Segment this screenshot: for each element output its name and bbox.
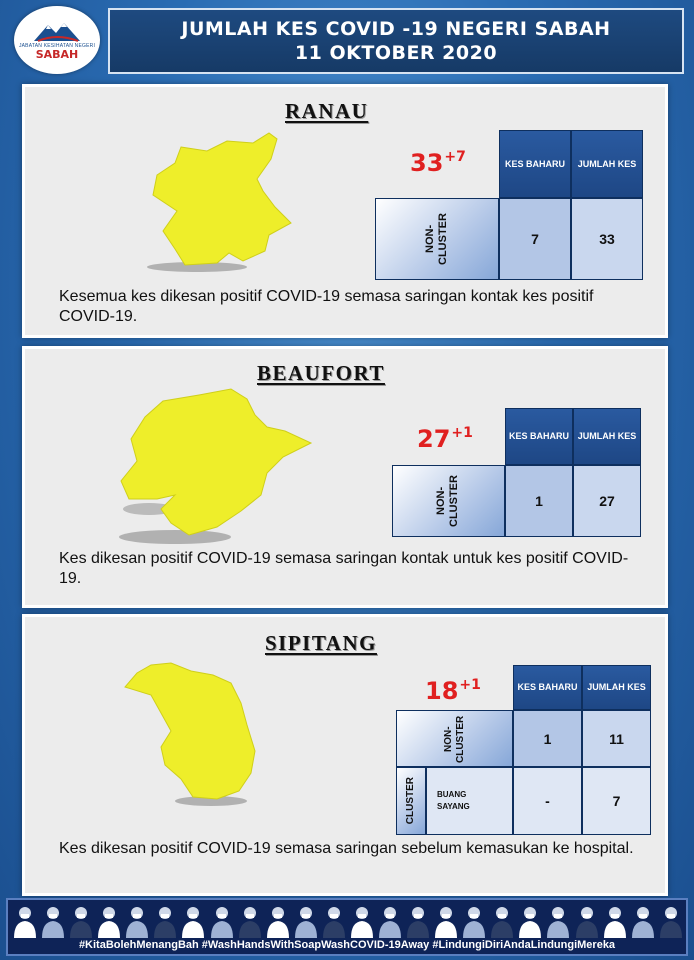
page-header	[108, 8, 684, 74]
row-label-text: BUANG SAYANG	[437, 790, 470, 811]
person-icon	[96, 902, 122, 938]
person-icon	[630, 902, 656, 938]
district-description: Kesemua kes dikesan positif COVID-19 semasa saringan kontak kes positif COVID-19.	[59, 288, 594, 326]
person-icon	[40, 902, 66, 938]
person-icon	[209, 902, 235, 938]
row-label-buang-sayang	[426, 767, 513, 835]
cell-kes-baharu: -	[513, 767, 582, 835]
sipitang-map-icon	[121, 661, 261, 809]
district-name: BEAUFORT	[257, 361, 385, 385]
district-description: Kes dikesan positif COVID-19 semasa saringan kontak untuk kes positif COVID-19.	[59, 550, 629, 588]
district-panel-beaufort	[22, 346, 668, 608]
logo-text: SABAH	[35, 47, 79, 61]
person-icon	[602, 902, 628, 938]
district-description: Kes dikesan positif COVID-19 semasa saringan sebelum kemasukan ke hospital.	[59, 840, 634, 857]
cell-jumlah-kes: 33	[571, 198, 643, 280]
person-icon	[433, 902, 459, 938]
header-jumlah-kes: JUMLAH KES	[582, 665, 651, 710]
total-value: 27	[417, 425, 451, 453]
person-icon	[377, 902, 403, 938]
person-icon	[265, 902, 291, 938]
cell-jumlah-kes: 7	[582, 767, 651, 835]
cell-jumlah-kes: 27	[573, 465, 641, 537]
person-icon	[237, 902, 263, 938]
total-value: 33	[410, 149, 444, 177]
beaufort-map-icon	[115, 387, 315, 549]
row-label-non-cluster	[396, 710, 513, 767]
header-kes-baharu: KES BAHARU	[505, 408, 573, 465]
person-icon	[461, 902, 487, 938]
ranau-map-icon	[145, 131, 295, 273]
row-group-cluster	[396, 767, 426, 835]
row-label-non-cluster	[392, 465, 505, 537]
person-icon	[349, 902, 375, 938]
footer-banner	[6, 898, 688, 956]
district-name: RANAU	[285, 99, 369, 123]
person-icon	[180, 902, 206, 938]
sabah-health-logo	[14, 6, 100, 74]
new-cases-increment: +7	[444, 149, 466, 165]
page-date: 11 OKTOBER 2020	[294, 42, 498, 64]
person-icon	[545, 902, 571, 938]
cell-kes-baharu: 1	[505, 465, 573, 537]
row-group-text: CLUSTER	[405, 777, 416, 825]
district-panel-sipitang	[22, 614, 668, 896]
mountain-icon	[32, 21, 82, 43]
header-jumlah-kes: JUMLAH KES	[571, 130, 643, 198]
total-value: 18	[425, 677, 459, 705]
header-kes-baharu: KES BAHARU	[499, 130, 571, 198]
logo-subtext: JABATAN KESIHATAN NEGERI	[18, 42, 96, 49]
person-icon	[152, 902, 178, 938]
person-icon	[658, 902, 684, 938]
person-icon	[124, 902, 150, 938]
district-name: SIPITANG	[265, 631, 377, 655]
footer-hashtags: #KitaBolehMenangBah #WashHandsWithSoapWashCOVID-19Away #LindungiDiriAndaLindungiMereka	[78, 939, 616, 951]
frontliners-illustration	[12, 902, 684, 938]
person-icon	[405, 902, 431, 938]
person-icon	[293, 902, 319, 938]
cell-kes-baharu: 1	[513, 710, 582, 767]
cell-kes-baharu: 7	[499, 198, 571, 280]
row-label-text: NON-CLUSTER	[423, 213, 449, 265]
person-icon	[321, 902, 347, 938]
person-icon	[12, 902, 38, 938]
row-label-non-cluster	[375, 198, 499, 280]
district-total	[417, 425, 473, 453]
district-total	[425, 677, 481, 705]
district-panel-ranau	[22, 84, 668, 338]
person-icon	[517, 902, 543, 938]
new-cases-increment: +1	[451, 425, 473, 441]
header-jumlah-kes: JUMLAH KES	[573, 408, 641, 465]
header-kes-baharu: KES BAHARU	[513, 665, 582, 710]
row-label-text: NON-CLUSTER	[442, 714, 466, 763]
cell-jumlah-kes: 11	[582, 710, 651, 767]
district-total	[410, 149, 466, 177]
new-cases-increment: +1	[459, 677, 481, 693]
person-icon	[68, 902, 94, 938]
page-title: JUMLAH KES COVID -19 NEGERI SABAH	[181, 18, 611, 40]
person-icon	[574, 902, 600, 938]
person-icon	[489, 902, 515, 938]
row-label-text: NON-CLUSTER	[435, 475, 461, 527]
